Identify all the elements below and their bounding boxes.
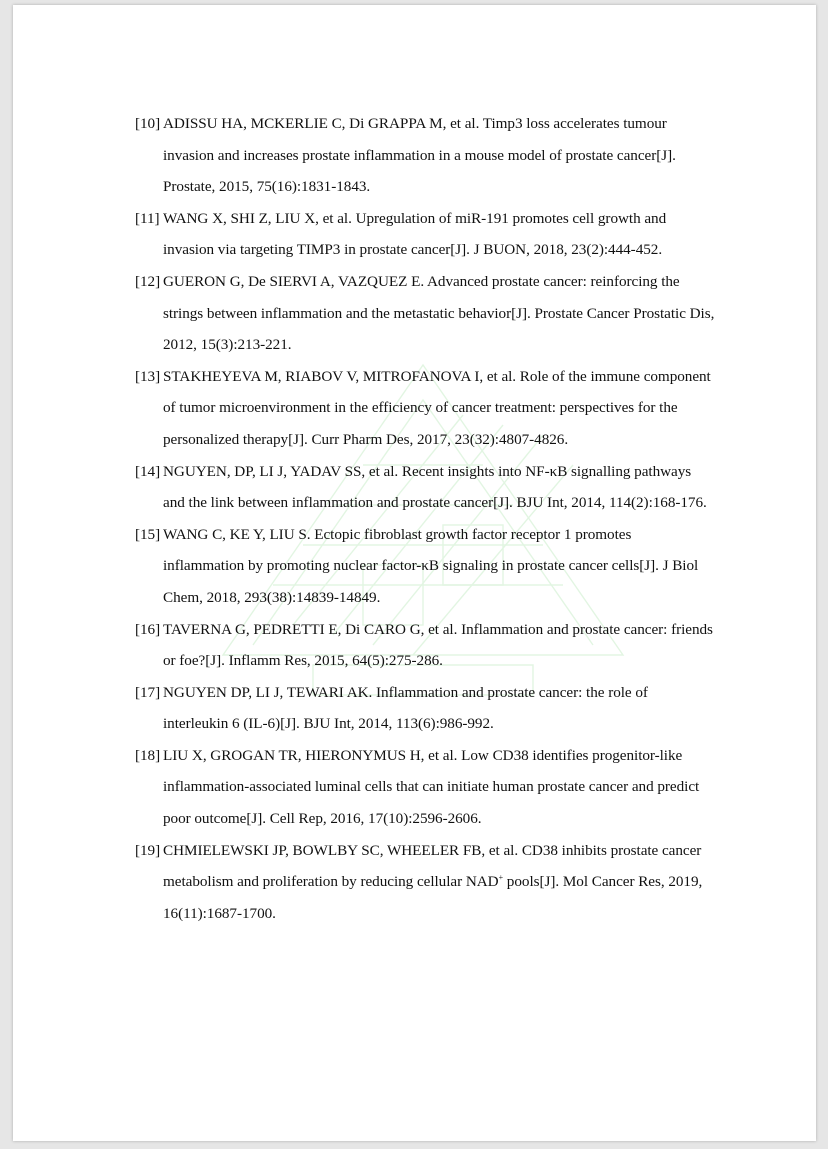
reference-text: WANG C, KE Y, LIU S. Ectopic fibroblast growth factor receptor 1 promotes inflammation by promoting nuclear factor-κB signaling in prostate cancer cells[J]. J Biol Chem, 2018, 293(38):14839-14849.: [163, 525, 699, 606]
reference-text: [163, 835, 715, 930]
reference-number: [14]: [135, 462, 161, 480]
reference-text: NGUYEN, DP, LI J, YADAV SS, et al. Recent insights into NF-κB signalling pathways and the link between inflammation and prostate cancer[J]. BJU Int, 2014, 114(2):168-176.: [163, 462, 707, 512]
reference-number: [17]: [135, 683, 161, 701]
reference-number: [18]: [135, 746, 161, 764]
reference-text: NGUYEN DP, LI J, TEWARI AK. Inflammation and prostate cancer: the role of interleukin 6 (IL-6)[J]. BJU Int, 2014, 113(6):986-992.: [163, 683, 648, 733]
reference-text: STAKHEYEVA M, RIABOV V, MITROFANOVA I, et al. Role of the immune component of tumor microenvironment in the efficiency of cancer treatment: perspectives for the personalized therapy[J]. Curr Pharm Des, 2017, 23(32):4807-4826.: [163, 367, 711, 448]
reference-text: LIU X, GROGAN TR, HIERONYMUS H, et al. Low CD38 identifies progenitor-like inflammation-associated luminal cells that can initiate human prostate cancer and predict poor outcome[J]. Cell Rep, 2016, 17(10):2596-2606.: [163, 746, 700, 828]
reference-item: [135, 835, 715, 930]
document-page: [13, 5, 816, 1141]
reference-number: [11]: [135, 209, 160, 227]
reference-text: WANG X, SHI Z, LIU X, et al. Upregulation of miR-191 promotes cell growth and invasion via targeting TIMP3 in prostate cancer[J]. J BUON, 2018, 23(2):444-452.: [163, 209, 667, 259]
reference-text-tail: pools[J]. Mol Cancer Res, 2019, 16(11):1687-1700.: [163, 873, 703, 922]
reference-item: [135, 519, 715, 614]
reference-item: [135, 361, 715, 456]
reference-item: [135, 456, 715, 519]
reference-number: [12]: [135, 272, 161, 290]
reference-number: [13]: [135, 367, 161, 385]
superscript-plus: +: [498, 873, 504, 883]
reference-item: [135, 203, 715, 266]
reference-item: [135, 677, 715, 740]
reference-item: [135, 266, 715, 361]
reference-text: GUERON G, De SIERVI A, VAZQUEZ E. Advanced prostate cancer: reinforcing the strings between inflammation and the metastatic behavior[J]. Prostate Cancer Prostatic Dis, 2012, 15(3):213-221.: [163, 272, 715, 354]
reference-number: [15]: [135, 525, 161, 543]
reference-number: [10]: [135, 115, 161, 132]
reference-number: [19]: [135, 841, 161, 859]
reference-item: [135, 614, 715, 677]
reference-text: TAVERNA G, PEDRETTI E, Di CARO G, et al. Inflammation and prostate cancer: friends or foe?[J]. Inflamm Res, 2015, 64(5):275-286.: [163, 620, 713, 670]
reference-number: [16]: [135, 620, 161, 638]
reference-text: ADISSU HA, MCKERLIE C, Di GRAPPA M, et al. Timp3 loss accelerates tumour invasion and increases prostate inflammation in a mouse model of prostate cancer[J]. Prostate, 2015, 75(16):1831-1843.: [163, 115, 676, 196]
reference-text-main: CHMIELEWSKI JP, BOWLBY SC, WHEELER FB, et al. CD38 inhibits prostate cancer metabolism and proliferation by reducing cellular NAD: [163, 841, 702, 891]
reference-item: [135, 108, 715, 203]
reference-list: [135, 108, 715, 929]
reference-item: [135, 740, 715, 835]
